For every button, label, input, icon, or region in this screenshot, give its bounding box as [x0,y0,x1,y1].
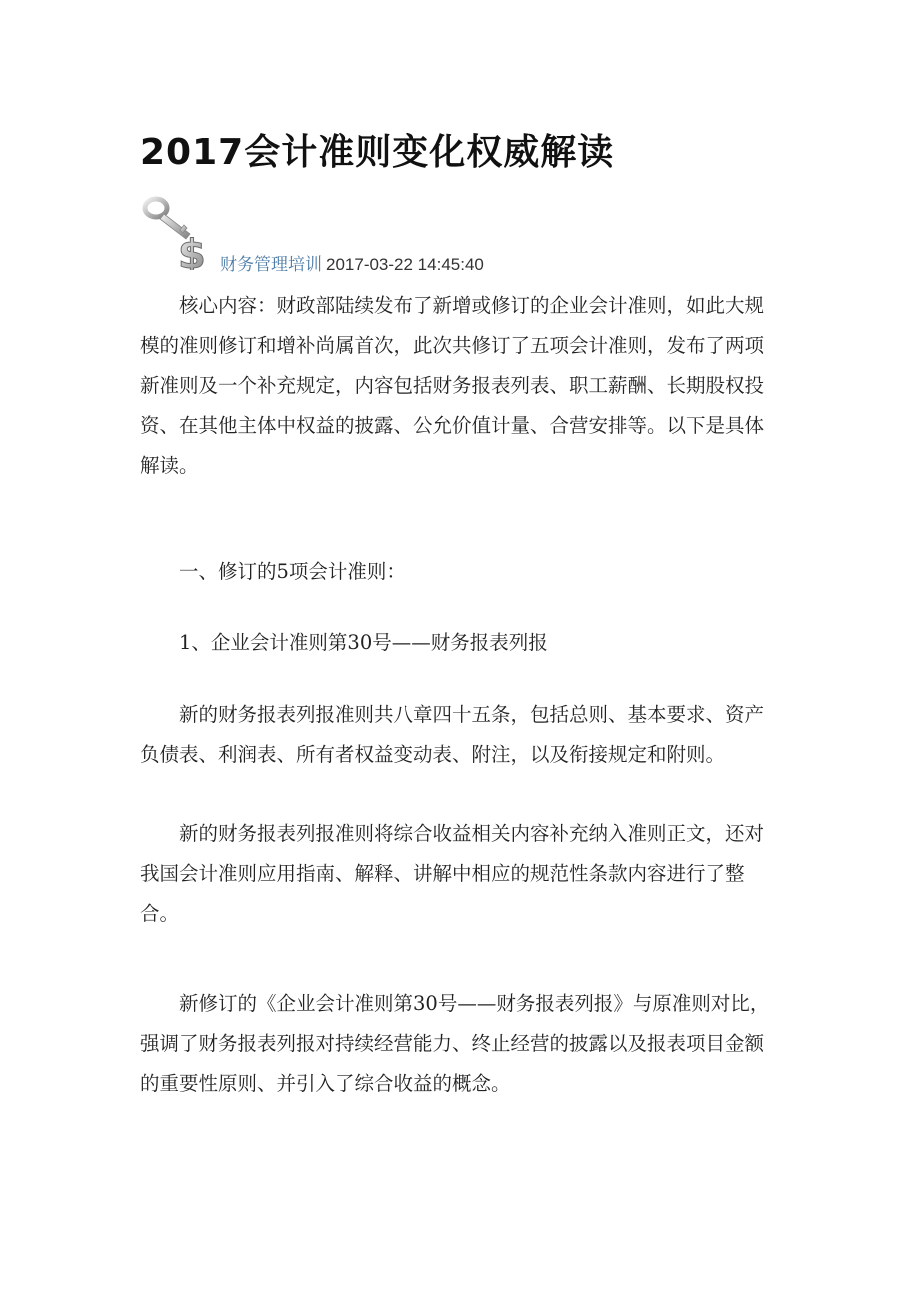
svg-text:$: $ [178,232,206,270]
publish-datetime: 2017-03-22 14:45:40 [326,255,484,274]
paragraph-structure: 新的财务报表列报准则共八章四十五条，包括总则、基本要求、资产负债表、利润表、所有者权益变动表、附注，以及衔接规定和附则。 [140,703,765,766]
paragraph-summary: 核心内容：财政部陆续发布了新增或修订的企业会计准则，如此大规模的准则修订和增补尚属首次，此次共修订了五项会计准则，发布了两项新准则及一个补充规定，内容包括财务报表列表、职工薪酬、长期股权投资、在其他主体中权益的披露、公允价值计量、合营安排等。以下是具体解读。 [140,294,765,477]
section-heading: 一、修订的5项会计准则： [179,560,406,583]
article-title: 2017会计准则变化权威解读 [140,132,615,173]
key-dollar-icon [140,194,220,270]
paragraph-comprehensive-income: 新的财务报表列报准则将综合收益相关内容补充纳入准则正文，还对我国会计准则应用指南、解释、讲解中相应的规范性条款内容进行了整合。 [140,822,765,925]
paragraph-comparison: 新修订的《企业会计准则第30号——财务报表列报》与原准则对比，强调了财务报表列报对持续经营能力、终止经营的披露以及报表项目金额的重要性原则、并引入了综合收益的概念。 [140,992,770,1095]
author-link[interactable]: 财务管理培训 [220,255,322,274]
article-meta [220,250,484,275]
subsection-heading: 1、企业会计准则第30号——财务报表列报 [179,631,548,654]
